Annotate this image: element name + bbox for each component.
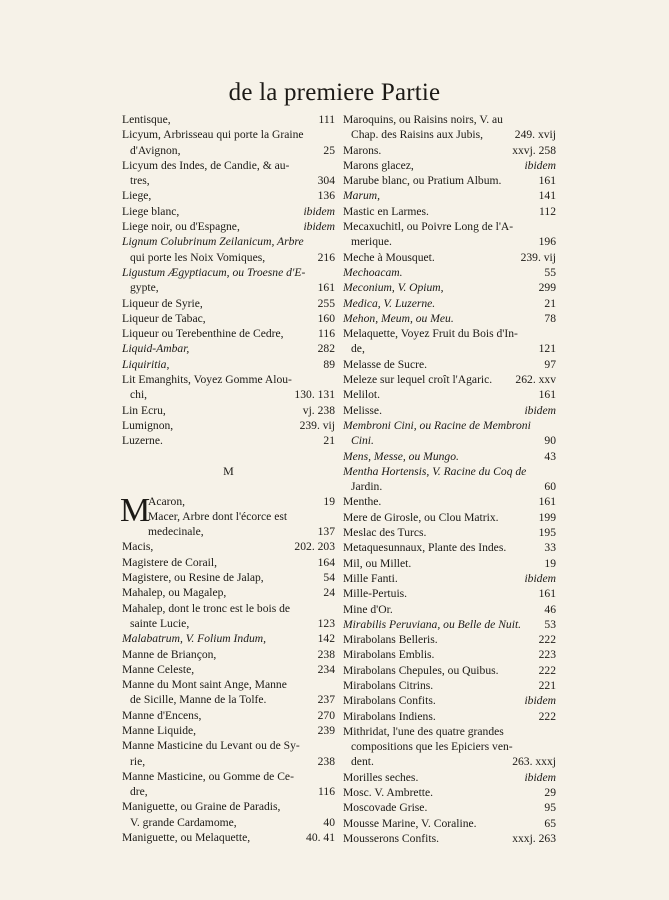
entry-ref: ibidem (524, 571, 556, 585)
index-entry (122, 692, 335, 707)
index-entry (122, 539, 335, 554)
index-entry (343, 754, 556, 769)
entry-text: Manne Masticine du Levant ou de Sy- (122, 739, 300, 753)
entry-ref: 202. 203 (294, 540, 335, 554)
index-entry (122, 677, 335, 692)
entry-text: Mine d'Or. (343, 602, 393, 616)
index-entry (122, 311, 335, 326)
entry-text: Mirabolans Indiens. (343, 709, 436, 723)
entry-text: Mirabolans Belleris. (343, 633, 438, 647)
index-entry (343, 127, 556, 142)
entry-text: V. grande Cardamome, (130, 815, 237, 829)
index-entry (122, 555, 335, 570)
entry-text: Manne du Mont saint Ange, Manne (122, 678, 287, 692)
index-entry (343, 739, 556, 754)
index-entry (343, 403, 556, 418)
entry-ref: 21 (544, 296, 556, 310)
entry-text: Liquid-Ambar, (122, 342, 190, 356)
entry-ref: 29 (544, 786, 556, 800)
entry-text: Melasse de Sucre. (343, 357, 428, 371)
index-entry (122, 647, 335, 662)
entry-text: Mille Fanti. (343, 571, 398, 585)
index-entry (343, 632, 556, 647)
entry-ref: 60 (544, 480, 556, 494)
entry-text: Manne Masticine, ou Gomme de Ce- (122, 769, 294, 783)
entry-text: Magistere, ou Resine de Jalap, (122, 571, 264, 585)
entry-ref: xxvj. 258 (512, 143, 556, 157)
index-entry (343, 724, 556, 739)
entry-text: Lentisque, (122, 113, 171, 126)
entry-ref: 164 (317, 555, 335, 569)
index-entry (122, 418, 335, 433)
entry-text: Melilot. (343, 388, 381, 402)
entry-text: compositions que les Epiciers ven- (351, 740, 513, 754)
entry-text: Marons glacez, (343, 158, 414, 172)
entry-text: Licyum des Indes, de Candie, & au- (122, 158, 290, 172)
entry-text: Mille-Pertuis. (343, 587, 408, 601)
entry-text: Macis, (122, 540, 154, 554)
index-entry (122, 570, 335, 585)
entry-ref: 262. xxv (515, 373, 556, 387)
entry-text: dre, (130, 785, 148, 799)
index-entry (122, 387, 335, 402)
index-entry (343, 525, 556, 540)
entry-ref: 249. xvij (514, 128, 556, 142)
index-entry (122, 738, 335, 753)
entry-ref: xxxj. 263 (512, 831, 556, 845)
entry-ref: 270 (317, 708, 335, 722)
index-entry (122, 204, 335, 219)
index-entry (343, 357, 556, 372)
entry-ref: 223 (538, 648, 556, 662)
entry-ref: 54 (323, 571, 335, 585)
entry-ref: 239. vij (520, 250, 556, 264)
entry-text: Mil, ou Millet. (343, 556, 412, 570)
entry-text: Mirabolans Citrins. (343, 678, 434, 692)
index-entry (343, 663, 556, 678)
entry-text: Manne de Briançon, (122, 647, 217, 661)
entry-text: Meslac des Turcs. (343, 526, 427, 540)
entry-ref: ibidem (524, 403, 556, 417)
entry-text: Melisse. (343, 403, 382, 417)
entry-text: Lin Ecru, (122, 403, 166, 417)
entry-ref: ibidem (524, 694, 556, 708)
index-entry (343, 494, 556, 509)
entry-ref: 239 (317, 723, 335, 737)
index-entry (122, 494, 335, 509)
index-entry (122, 326, 335, 341)
index-entry (122, 188, 335, 203)
entry-text: Liqueur de Syrie, (122, 296, 203, 310)
entry-ref: 89 (323, 357, 335, 371)
entry-ref: 216 (317, 250, 335, 264)
entry-text: Manne Liquide, (122, 723, 197, 737)
entry-text: Mahalep, ou Magalep, (122, 586, 227, 600)
entry-text: qui porte les Noix Vomiques, (130, 250, 266, 264)
entry-ref: 161 (538, 495, 556, 509)
index-entry (343, 265, 556, 280)
entry-text: Marum, (343, 189, 381, 203)
entry-text: Mere de Girosle, ou Clou Matrix. (343, 510, 499, 524)
entry-text: Morilles seches. (343, 770, 419, 784)
entry-text: Mosc. V. Ambrette. (343, 786, 434, 800)
entry-ref: 112 (539, 204, 556, 218)
index-entry (122, 112, 335, 127)
entry-ref: 222 (538, 709, 556, 723)
index-entry (122, 296, 335, 311)
entry-ref: 196 (538, 235, 556, 249)
entry-ref: 43 (544, 449, 556, 463)
index-entry (343, 770, 556, 785)
index-entry (343, 387, 556, 402)
entry-ref: 65 (544, 816, 556, 830)
index-entry (343, 602, 556, 617)
index-entry (343, 816, 556, 831)
entry-text: Maniguette, ou Melaquette, (122, 831, 251, 845)
entry-text: Meche à Mousquet. (343, 250, 435, 264)
right-column (343, 112, 556, 846)
entry-ref: 40 (323, 815, 335, 829)
entry-ref: 238 (317, 647, 335, 661)
index-entry (343, 693, 556, 708)
index-entry (343, 449, 556, 464)
entry-ref: 161 (538, 388, 556, 402)
index-entry (122, 815, 335, 830)
index-entry (343, 479, 556, 494)
index-entry (122, 341, 335, 356)
entry-text: Mithridat, l'une des quatre grandes (343, 724, 504, 738)
entry-ref: 123 (317, 616, 335, 630)
entry-ref: 78 (544, 311, 556, 325)
index-entry (343, 556, 556, 571)
entry-text: sainte Lucie, (130, 616, 190, 630)
entry-text: Mahalep, dont le tronc est le bois de (122, 601, 291, 615)
entry-ref: 142 (317, 632, 335, 646)
entry-text: Chap. des Raisins aux Jubis, (351, 128, 484, 142)
l-entries (122, 112, 335, 449)
index-entry (122, 173, 335, 188)
entry-ref: 299 (538, 281, 556, 295)
entry-text: gypte, (130, 281, 159, 295)
index-entry (122, 631, 335, 646)
entry-text: Mirabolans Chepules, ou Quibus. (343, 663, 499, 677)
entry-text: Magistere de Corail, (122, 555, 217, 569)
index-entry (343, 143, 556, 158)
entry-ref: 24 (323, 586, 335, 600)
entry-text: tres, (130, 174, 150, 188)
index-entry (122, 799, 335, 814)
entry-text: Meleze sur lequel croît l'Agaric. (343, 373, 493, 387)
entry-text: Mirabilis Peruviana, ou Belle de Nuit. (343, 617, 522, 631)
letter-heading: M (223, 463, 234, 478)
entry-text: Licyum, Arbrisseau qui porte la Graine (122, 128, 304, 142)
index-entry (343, 678, 556, 693)
index-entry (122, 357, 335, 372)
index-entry (122, 708, 335, 723)
entry-text: Acaron, (148, 494, 186, 508)
index-entry (343, 831, 556, 846)
index-entry (122, 769, 335, 784)
index-entry (343, 250, 556, 265)
m-entries-right (343, 112, 556, 846)
entry-text: Mechoacam. (343, 265, 403, 279)
entry-text: Mens, Messe, ou Mungo. (343, 449, 459, 463)
entry-ref: 21 (323, 434, 335, 448)
entry-text: Liqueur de Tabac, (122, 311, 206, 325)
index-entry (122, 524, 335, 539)
index-entry (122, 433, 335, 448)
entry-ref: 239. vij (299, 418, 335, 432)
entry-text: Melaquette, Voyez Fruit du Bois d'In- (343, 327, 518, 341)
entry-ref: 234 (317, 662, 335, 676)
entry-ref: 195 (538, 526, 556, 540)
index-entry (343, 617, 556, 632)
entry-ref: 53 (544, 617, 556, 631)
entry-text: de, (351, 342, 365, 356)
entry-ref: 40. 41 (306, 831, 335, 845)
entry-text: Ligustum Ægyptiacum, ou Troesne d'E- (122, 265, 306, 279)
entry-text: Macer, Arbre dont l'écorce est (148, 509, 288, 523)
index-entry (122, 754, 335, 769)
entry-ref: 199 (538, 510, 556, 524)
entry-text: Mehon, Meum, ou Meu. (343, 311, 454, 325)
drop-cap: M (120, 491, 151, 529)
entry-ref: 137 (317, 525, 335, 539)
entry-text: Malabatrum, V. Folium Indum, (122, 632, 267, 646)
entry-ref: 238 (317, 754, 335, 768)
index-entry (122, 509, 335, 524)
index-entry (343, 280, 556, 295)
entry-ref: 263. xxxj (512, 755, 556, 769)
entry-text: Marube blanc, ou Pratium Album. (343, 174, 502, 188)
index-entry (343, 188, 556, 203)
entry-text: merique. (351, 235, 392, 249)
entry-text: Mirabolans Emblis. (343, 648, 435, 662)
index-entry (343, 464, 556, 479)
entry-text: Manne d'Encens, (122, 708, 202, 722)
entry-text: de Sicille, Manne de la Tolfe. (130, 693, 267, 707)
entry-ref: 95 (544, 801, 556, 815)
entry-text: Lignum Colubrinum Zeilanicum, Arbre (122, 235, 304, 249)
entry-text: Luzerne. (122, 434, 163, 448)
index-entry (122, 234, 335, 249)
index-entry (122, 616, 335, 631)
index-entry (343, 709, 556, 724)
entry-text: Liege blanc, (122, 204, 180, 218)
index-entry (343, 785, 556, 800)
entry-ref: 282 (317, 342, 335, 356)
entry-ref: 304 (317, 174, 335, 188)
entry-ref: 221 (538, 678, 556, 692)
entry-text: medecinale, (148, 525, 204, 539)
entry-ref: 161 (317, 281, 335, 295)
entry-ref: 116 (318, 327, 335, 341)
index-entry (122, 662, 335, 677)
index-entry (122, 585, 335, 600)
index-entry (122, 265, 335, 280)
entry-text: Manne Celeste, (122, 662, 195, 676)
index-entry (343, 234, 556, 249)
entry-text: Menthe. (343, 495, 382, 509)
entry-ref: 19 (323, 494, 335, 508)
entry-text: Maroquins, ou Raisins noirs, V. au (343, 113, 503, 126)
entry-text: Maniguette, ou Graine de Paradis, (122, 800, 281, 814)
first-m-entry (120, 491, 335, 540)
entry-ref: vj. 238 (302, 403, 335, 417)
entry-text: Cini. (351, 434, 374, 448)
entry-ref: 237 (317, 693, 335, 707)
entry-ref: 130. 131 (294, 388, 335, 402)
entry-text: Mentha Hortensis, V. Racine du Coq de (343, 464, 527, 478)
index-entry (122, 280, 335, 295)
entry-ref: 160 (317, 311, 335, 325)
index-entry (343, 326, 556, 341)
entry-text: Mirabolans Confits. (343, 694, 436, 708)
index-entry (343, 341, 556, 356)
entry-ref: 55 (544, 265, 556, 279)
index-entry (122, 127, 335, 142)
entry-text: d'Avignon, (130, 143, 181, 157)
entry-ref: 19 (544, 556, 556, 570)
index-entry (343, 540, 556, 555)
entry-ref: 46 (544, 602, 556, 616)
entry-ref: ibidem (524, 770, 556, 784)
entry-text: Membroni Cini, ou Racine de Membroni (343, 418, 531, 432)
entry-text: Liqueur ou Terebenthine de Cedre, (122, 327, 284, 341)
entry-ref: 25 (323, 143, 335, 157)
entry-ref: 222 (538, 633, 556, 647)
entry-text: Liege noir, ou d'Espagne, (122, 220, 240, 234)
index-entry (122, 403, 335, 418)
entry-text: dent. (351, 755, 374, 769)
entry-ref: 161 (538, 174, 556, 188)
entry-text: Lumignon, (122, 418, 174, 432)
entry-text: Mousserons Confits. (343, 831, 439, 845)
index-entry (343, 158, 556, 173)
entry-text: Medica, V. Luzerne. (343, 296, 436, 310)
index-entry (343, 311, 556, 326)
entry-text: Moscovade Grise. (343, 801, 428, 815)
entry-text: Jardin. (351, 480, 383, 494)
entry-ref: 97 (544, 357, 556, 371)
entry-text: Liquiritia, (122, 357, 170, 371)
entry-ref: 141 (538, 189, 556, 203)
entry-ref: 33 (544, 541, 556, 555)
index-entry (343, 571, 556, 586)
entry-ref: ibidem (524, 158, 556, 172)
entry-text: chi, (130, 388, 148, 402)
index-entry (122, 830, 335, 845)
entry-text: Lit Emanghits, Voyez Gomme Alou- (122, 373, 292, 387)
index-entry (122, 723, 335, 738)
entry-text: Meconium, V. Opium, (343, 281, 444, 295)
entry-ref: ibidem (303, 220, 335, 234)
index-entry (343, 800, 556, 815)
index-entry (343, 586, 556, 601)
entry-text: Liege, (122, 189, 152, 203)
index-entry (343, 204, 556, 219)
index-entry (343, 418, 556, 433)
index-entry (122, 158, 335, 173)
index-entry (343, 372, 556, 387)
index-entry (343, 173, 556, 188)
index-entry (122, 219, 335, 234)
entry-text: rie, (130, 754, 146, 768)
entry-ref: ibidem (303, 204, 335, 218)
index-entry (343, 433, 556, 448)
entry-ref: 111 (318, 113, 335, 126)
entry-ref: 136 (317, 189, 335, 203)
entry-ref: 116 (318, 785, 335, 799)
entry-ref: 222 (538, 663, 556, 677)
entry-text: Mastic en Larmes. (343, 204, 429, 218)
index-entry (343, 112, 556, 127)
entry-text: Mousse Marine, V. Coraline. (343, 816, 477, 830)
index-entry (122, 601, 335, 616)
index-entry (343, 219, 556, 234)
index-entry (122, 372, 335, 387)
index-entry (343, 647, 556, 662)
m-entries (122, 539, 335, 845)
entry-ref: 121 (538, 342, 556, 356)
entry-ref: 255 (317, 296, 335, 310)
index-entry (122, 784, 335, 799)
entry-ref: 90 (544, 434, 556, 448)
entry-text: Metaquesunnaux, Plante des Indes. (343, 541, 507, 555)
entry-ref: 161 (538, 587, 556, 601)
entry-text: Marons. (343, 143, 382, 157)
left-column (122, 112, 335, 845)
entry-text: Mecaxuchitl, ou Poivre Long de l'A- (343, 220, 514, 234)
index-entry (122, 143, 335, 158)
index-entry (343, 510, 556, 525)
index-entry (343, 296, 556, 311)
page-header: de la premiere Partie (228, 79, 441, 106)
index-entry (122, 250, 335, 265)
